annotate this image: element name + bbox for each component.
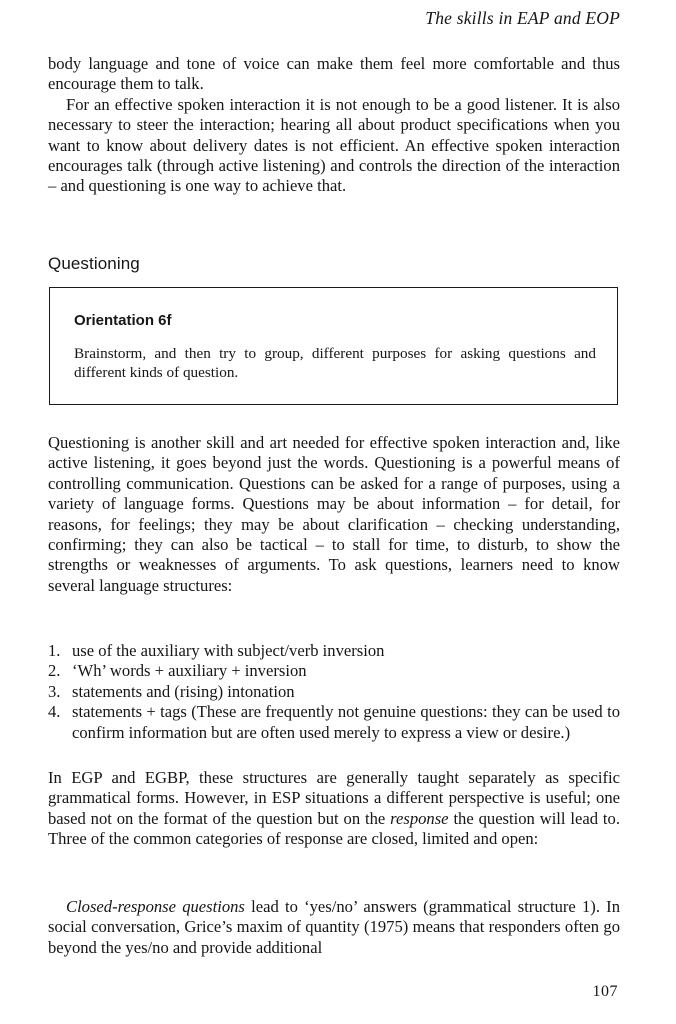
list-item [48,702,620,743]
list-item [48,682,620,702]
closed-response-term: Closed-response questions [66,897,245,916]
list-text: statements + tags (These are frequently not genuine questions: they can be used to confirm information but are often used merely to express a view or desire.) [72,702,620,742]
paragraph-questioning [48,433,620,596]
orientation-title: Orientation 6f [74,312,172,329]
running-head: The skills in EAP and EOP [425,8,620,28]
paragraph-questioning-text: Questioning is another skill and art needed for effective spoken interaction and, like active listening, it goes beyond just the words. Questioning is a powerful means of controlling communication. Questions can be asked for a range of purposes, using a variety of language forms. Questions may be about information – for detail, for reasons, for feelings; they may be about clarification – checking understanding, confirming; they can also be tactical – to stall for time, to disturb, to show the strengths or weaknesses of arguments. To ask questions, learners need to know several language structures: [48,433,620,595]
list-text: use of the auxiliary with subject/verb inversion [72,641,385,660]
page-number: 107 [592,983,618,1000]
orientation-box [49,287,618,405]
paragraph-egp-text [48,768,620,850]
paragraph-closed-response [48,897,620,958]
list-number: 4. [48,702,61,722]
egp-emphasis: response [390,808,449,828]
list-item [48,661,620,681]
section-heading: Questioning [48,254,140,273]
body-text-top [48,54,620,197]
list-text: ‘Wh’ words + auxiliary + inversion [72,661,307,681]
egp-text-after: the question will lead to. Three of the common categories of response are closed, limited and open: [48,808,620,849]
question-structures-list [48,641,620,743]
paragraph-interaction: For an effective spoken interaction it is not enough to be a good listener. It is also necessary to steer the interaction; hearing all about product specifications when you want to know about delivery dates is not efficient. An effective spoken interaction encourages talk (through active listening) and controls the direction of the interaction – and questioning is one way to achieve that. [48,94,620,196]
paragraph-continuation: body language and tone of voice can make them feel more comfortable and thus encourage them to talk. [48,54,620,94]
egp-text-before: In EGP and EGBP, these structures are generally taught separately as specific grammatical forms. However, in ESP situations a different perspective is useful; one based not on the format of the question but on the [48,768,620,828]
list-item [48,641,620,661]
list-text: statements and (rising) intonation [72,681,295,701]
list-number: 3. [48,681,61,701]
closed-text-after: lead to ‘yes/no’ answers (grammatical structure 1). In social conversation, Grice’s maxim of quantity (1975) means that responders often go beyond the yes/no and provide additional [48,897,620,957]
list-number: 2. [48,661,61,681]
paragraph-egp [48,768,620,850]
list-number: 1. [48,641,61,660]
paragraph-closed-text [48,897,620,958]
orientation-text: Brainstorm, and then try to group, different purposes for asking questions and different kinds of question. [74,345,596,381]
